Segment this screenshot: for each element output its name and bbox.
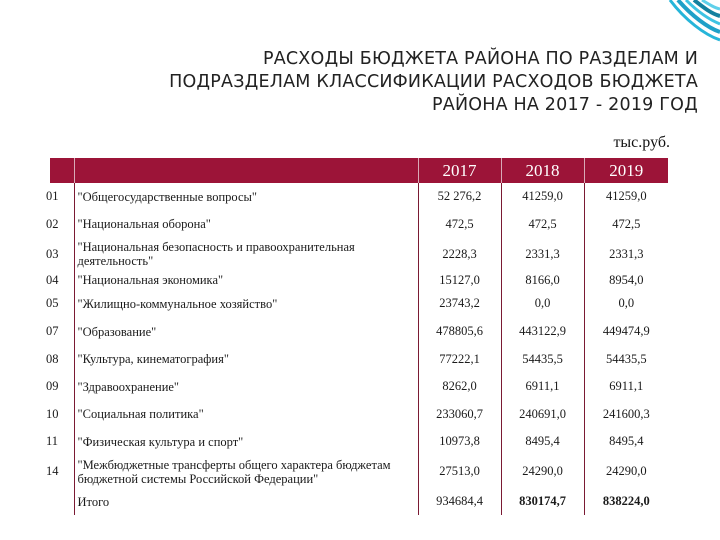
header-code — [50, 158, 74, 183]
table-row — [50, 401, 668, 429]
row-value-2018: 8166,0 — [501, 270, 584, 290]
row-value-2018: 24290,0 — [501, 456, 584, 488]
total-2017: 934684,4 — [418, 488, 501, 516]
table-header-row — [50, 158, 668, 183]
table-total-row — [50, 488, 668, 516]
row-name: "Физическая культура и спорт" — [74, 428, 418, 456]
row-value-2017: 472,5 — [418, 211, 501, 239]
table-row — [50, 318, 668, 346]
row-value-2017: 15127,0 — [418, 270, 501, 290]
row-name: "Национальная безопасность и правоохранительная деятельность" — [74, 238, 418, 270]
row-code: 14 — [46, 464, 59, 479]
table-row — [50, 183, 668, 211]
total-code — [46, 488, 70, 516]
row-code: 09 — [46, 379, 59, 394]
row-value-2018: 6911,1 — [501, 373, 584, 401]
row-value-2017: 52 276,2 — [418, 183, 501, 211]
header-2019: 2019 — [584, 158, 668, 183]
row-value-2018: 41259,0 — [501, 183, 584, 211]
header-2017: 2017 — [418, 158, 501, 183]
row-code: 04 — [46, 272, 59, 287]
row-value-2017: 8262,0 — [418, 373, 501, 401]
row-name: "Здравоохранение" — [74, 373, 418, 401]
row-code: 11 — [46, 434, 59, 449]
header-name — [74, 158, 418, 183]
row-value-2018: 443122,9 — [501, 318, 584, 346]
row-name: "Национальная экономика" — [74, 270, 418, 290]
row-name: "Образование" — [74, 318, 418, 346]
title-line-2: ПОДРАЗДЕЛАМ КЛАССИФИКАЦИИ РАСХОДОВ БЮДЖЕТА — [169, 72, 698, 92]
row-value-2018: 8495,4 — [501, 428, 584, 456]
table-row — [50, 428, 668, 456]
row-value-2018: 240691,0 — [501, 401, 584, 429]
row-value-2019: 8495,4 — [584, 428, 668, 456]
row-code: 10 — [46, 406, 59, 421]
row-value-2019: 0,0 — [584, 290, 668, 318]
row-value-2017: 10973,8 — [418, 428, 501, 456]
row-code: 08 — [46, 351, 59, 366]
row-value-2019: 24290,0 — [584, 456, 668, 488]
title-line-1: РАСХОДЫ БЮДЖЕТА РАЙОНА ПО РАЗДЕЛАМ И — [262, 49, 698, 69]
table-row — [50, 290, 668, 318]
row-name: "Социальная политика" — [74, 401, 418, 429]
table-row — [50, 456, 668, 488]
row-value-2017: 23743,2 — [418, 290, 501, 318]
total-2018: 830174,7 — [501, 488, 584, 516]
row-name: "Жилищно-коммунальное хозяйство" — [74, 290, 418, 318]
row-value-2017: 77222,1 — [418, 345, 501, 373]
row-name: "Национальная оборона" — [74, 211, 418, 239]
row-value-2017: 2228,3 — [418, 238, 501, 270]
title-line-3: РАЙОНА НА 2017 - 2019 ГОД — [432, 95, 698, 115]
table-row — [50, 211, 668, 239]
row-name: "Культура, кинематография" — [74, 345, 418, 373]
row-value-2017: 27513,0 — [418, 456, 501, 488]
row-code: 05 — [46, 296, 59, 311]
total-label: Итого — [74, 488, 418, 516]
row-value-2018: 0,0 — [501, 290, 584, 318]
row-value-2017: 478805,6 — [418, 318, 501, 346]
row-value-2019: 241600,3 — [584, 401, 668, 429]
row-code: 02 — [46, 216, 59, 231]
header-2018: 2018 — [501, 158, 584, 183]
row-value-2019: 41259,0 — [584, 183, 668, 211]
row-value-2019: 449474,9 — [584, 318, 668, 346]
table-row — [50, 270, 668, 290]
table-row — [50, 345, 668, 373]
row-code: 01 — [46, 189, 59, 204]
row-value-2019: 2331,3 — [584, 238, 668, 270]
row-code: 03 — [46, 246, 59, 261]
row-code: 07 — [46, 324, 59, 339]
row-value-2019: 8954,0 — [584, 270, 668, 290]
row-name: "Общегосударственные вопросы" — [74, 183, 418, 211]
row-value-2018: 2331,3 — [501, 238, 584, 270]
table-row — [50, 373, 668, 401]
page-title — [78, 48, 698, 117]
row-value-2019: 54435,5 — [584, 345, 668, 373]
budget-table — [46, 158, 668, 515]
table-row — [50, 238, 668, 270]
row-value-2018: 472,5 — [501, 211, 584, 239]
unit-label: тыс.руб. — [613, 134, 670, 151]
row-value-2019: 6911,1 — [584, 373, 668, 401]
row-value-2019: 472,5 — [584, 211, 668, 239]
row-value-2017: 233060,7 — [418, 401, 501, 429]
total-2019: 838224,0 — [584, 488, 668, 516]
row-name: "Межбюджетные трансферты общего характера бюджетам бюджетной системы Российской Федерации" — [74, 456, 418, 488]
row-value-2018: 54435,5 — [501, 345, 584, 373]
